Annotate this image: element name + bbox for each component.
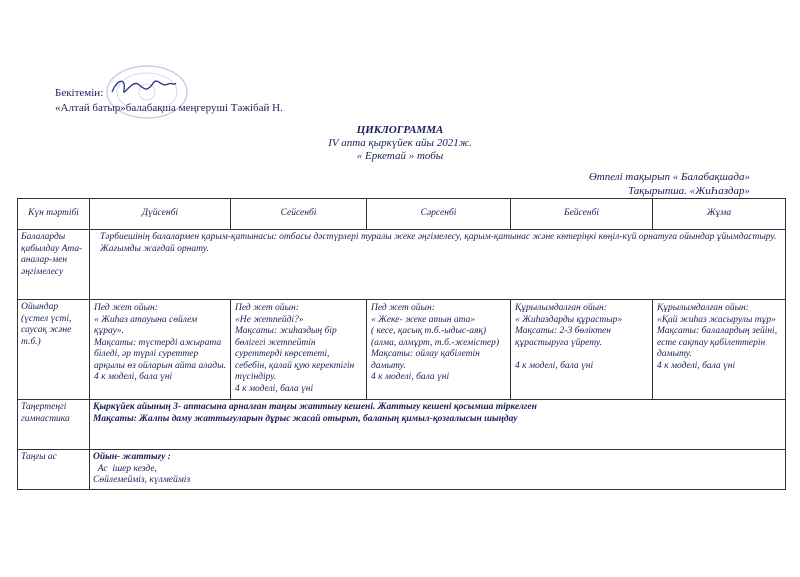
game-wednesday: Пед жет ойын: « Жеке- жеке атын ата» ( кесе, қасық т.б.-ыдыс-аяқ) (алма, алмұрт, т.б.-жемістер) Мақсаты: ойлау қабілетін дамыту. 4 к моделі, бала үні — [367, 300, 511, 400]
approval-label: Бекітемін: — [55, 87, 104, 99]
row-label: Балаларды қабылдау Ата-аналар-мен әңгімелесу — [18, 230, 90, 300]
week-line: IV апта қыркүйек айы 2021ж. — [328, 137, 472, 149]
header-monday: Дүйсенбі — [90, 199, 231, 230]
breakfast-line: Ас ішер кезде, — [93, 463, 157, 474]
game-monday: Пед жет ойын: « Жиһаз атауына сөйлем құрау». Мақсаты: түстерді ажырата біледі, әр түрлі суреттер арқылы өз ойларын айта алады. 4 к моделі, бала үні — [90, 300, 231, 400]
header-friday: Жұма — [653, 199, 786, 230]
row-label: Ойындар (үстел үсті, саусақ және т.б.) — [18, 300, 90, 400]
header-row — [18, 199, 786, 230]
header-schedule: Күн тәртібі — [18, 199, 90, 230]
header-wednesday: Сәрсенбі — [367, 199, 511, 230]
row-label: Таңертеңгі гимнастика — [18, 400, 90, 450]
table-row — [18, 450, 786, 490]
topic-subtopic: Тақырыпша. «ЖиҺаздар» — [628, 185, 750, 197]
breakfast-title: Ойын- жаттығу : — [93, 452, 171, 462]
table-row — [18, 400, 786, 450]
game-friday: Құрылымдалған ойын: «Қай жиһаз жасырулы тұр» Мақсаты: балалардың зейіні, есте сақтау қабілеттерін дамыту. 4 к моделі, бала үні — [653, 300, 786, 400]
gymnastics-line: Қыркүйек айының 3- аптасына арналған таңғы жаттығу кешені. Жаттығу кешені қосымша тіркелген — [93, 402, 537, 412]
schedule-table — [17, 198, 786, 490]
approval-director: «Алтай батыр»балабақша меңгерушi Тәжібай Н. — [55, 102, 283, 114]
table-row — [18, 230, 786, 300]
document-title: ЦИКЛОГРАММА — [356, 124, 444, 136]
game-tuesday: Пед жет ойын: «Не жетпейді?» Мақсаты: жиһаздың бір бөлігегі жетпейтін суреттерді көрсететі, себебін, қалай қую керектігін түсіндіру. 4 к моделі, бала үні — [231, 300, 367, 400]
gymnastics-cell — [90, 400, 786, 450]
topic-section: Өтпелі тақырып « Балабақшада» — [588, 171, 750, 183]
gymnastics-goal: Мақсаты: Жалпы даму жаттығуларын дұрыс жасай отырып, баланың қимыл-қозғалысын шыңдау — [93, 413, 518, 424]
reception-text: Тәрбиешінің балалармен қарым-қатынасы: отбасы дәстүрлері туралы жеке әңгімелесу, қарым-қатынас және көтеріңкі көңіл-күй орнатуға ойындар ұйымдастыру. Жағымды жағдай орнату. — [90, 230, 786, 300]
approval-block — [55, 86, 283, 116]
header-tuesday: Сейсенбі — [231, 199, 367, 230]
breakfast-cell — [90, 450, 786, 490]
header-thursday: Бейсенбі — [511, 199, 653, 230]
group-line: « Еркетай » тобы — [356, 150, 444, 162]
table-row — [18, 300, 786, 400]
breakfast-line: Сөйлемейміз, күлмейміз — [93, 475, 191, 485]
row-label: Таңғы ас — [18, 450, 90, 490]
game-thursday: Құрылымдалған ойын: « Жиһаздарды құрастыр» Мақсаты: 2-3 бөліктен құрастыруға үйрету. 4 к моделі, бала үні — [511, 300, 653, 400]
